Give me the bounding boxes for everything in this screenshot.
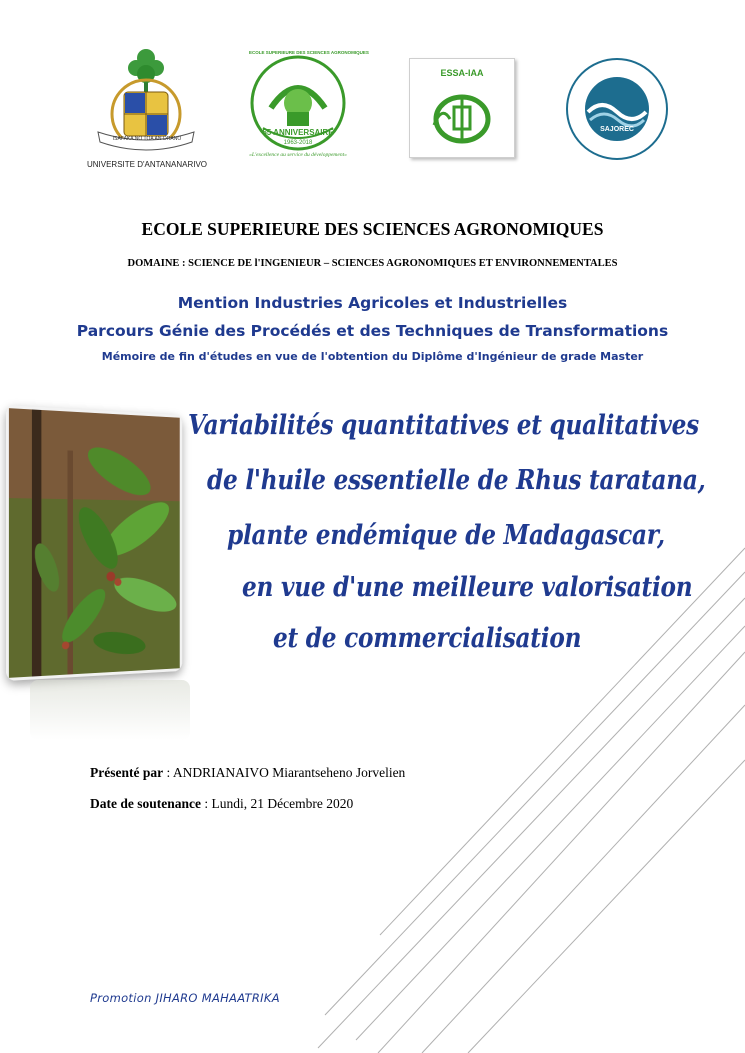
promotion-line: Promotion JIHARO MAHAATRIKA [90,991,280,1005]
memoire-line: Mémoire de fin d'études en vue de l'obtention du Diplôme d'Ingénieur de grade Master [101,350,644,363]
plant-photo [6,405,182,681]
essa-anniversary-top-text: ECOLE SUPERIEURE DES SCIENCES AGRONOMIQUES [249,50,369,55]
university-crest-icon [88,44,206,172]
sajorec-logo [562,54,672,164]
essa-anniversary-years: 1963-2018 [283,140,313,146]
presented-by-line [90,765,405,781]
parcours-line: Parcours Génie des Procédés et des Techniques de Transformations [76,322,669,340]
title-line-1: Variabilités quantitatives et qualitatives [188,410,699,441]
sajorec-emblem-icon [562,54,672,164]
university-caption: UNIVERSITE D'ANTANANARIVO [86,160,208,169]
defense-date-value: : Lundi, 21 Décembre 2020 [201,796,354,811]
essa-iaa-emblem-icon [428,85,496,149]
plant-photo-reflection [30,680,190,740]
presented-by-value: : ANDRIANAIVO Miarantseheno Jorvelien [163,765,406,780]
defense-date-line [90,796,353,812]
sajorec-center-text: SAJOREC [600,126,634,133]
essa-iaa-logo [409,58,515,158]
title-line-2: de l'huile essentielle de Rhus taratana, [207,465,706,496]
university-ribbon-text: ISAFAKA NO TOA AN-DRANO [112,136,182,142]
essa-iaa-label: ESSA-IAA [440,68,484,78]
essa-anniversary-number: 55 ANNIVERSAIRE [262,128,334,137]
domain-line: DOMAINE : SCIENCE DE l'INGENIEUR – SCIENCES AGRONOMIQUES ET ENVIRONNEMENTALES [127,258,618,269]
title-line-4: en vue d'une meilleure valorisation [242,572,693,603]
presented-by-label: Présenté par [90,765,164,780]
title-line-5: et de commercialisation [273,623,582,654]
essa-anniversary-logo [243,48,369,174]
rhus-taratana-plant-image [9,408,180,678]
university-logo [88,44,206,172]
school-name: ECOLE SUPERIEURE DES SCIENCES AGRONOMIQUES [141,219,604,239]
title-line-3: plante endémique de Madagascar, [227,520,665,551]
defense-date-label: Date de soutenance [90,796,201,811]
essa-anniversary-motto: «L'excellence au service du développement» [249,152,347,158]
mention-line: Mention Industries Agricoles et Industrielles [177,294,568,312]
